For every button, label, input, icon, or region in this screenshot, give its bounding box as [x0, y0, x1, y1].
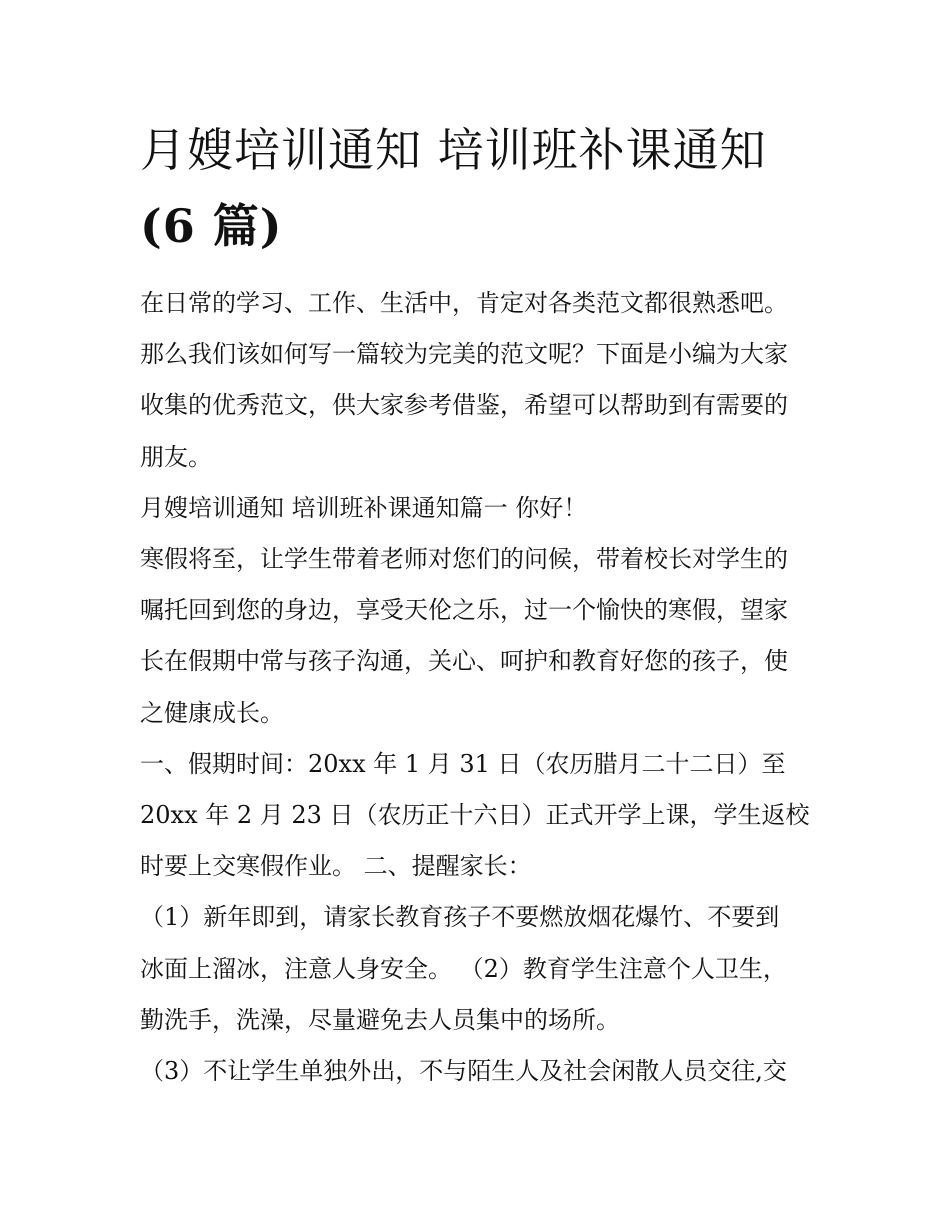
section-heading-line: 月嫂培训通知 培训班补课通知篇一 你好！: [140, 493, 588, 522]
body-line: 勤洗手，洗澡，尽量避免去人员集中的场所。: [140, 1005, 620, 1034]
body-line: 在日常的学习、工作、生活中，肯定对各类范文都很熟悉吧。: [140, 289, 788, 317]
body-line: 嘱托回到您的身边，享受天伦之乐，过一个愉快的寒假，望家: [140, 596, 788, 625]
document-body: [140, 278, 820, 1097]
body-line: 一、假期时间：20xx 年 1 月 31 日（农历腊月二十二日）至: [140, 749, 786, 778]
body-line: 20xx 年 2 月 23 日（农历正十六日）正式开学上课，学生返校: [140, 801, 810, 830]
title-line-1: 月嫂培训通知 培训班补课通知: [140, 123, 767, 177]
title-line-2: (6 篇): [140, 199, 283, 253]
body-line: 寒假将至，让学生带着老师对您们的问候，带着校长对学生的: [140, 545, 788, 574]
body-line: 朋友。: [140, 442, 212, 471]
body-line: 冰面上溜冰，注意人身安全。 （2）教育学生注意个人卫生，: [140, 954, 787, 983]
body-line: 长在假期中常与孩子沟通，关心、呵护和教育好您的孩子，使: [140, 647, 788, 676]
document-title: [140, 112, 820, 264]
body-line: （3）不让学生单独外出，不与陌生人及社会闲散人员交往,交: [140, 1057, 787, 1086]
body-line: 时要上交寒假作业。 二、提醒家长：: [140, 852, 532, 881]
body-line: 之健康成长。: [140, 698, 284, 727]
body-line: （1）新年即到，请家长教育孩子不要燃放烟花爆竹、不要到: [140, 903, 780, 932]
body-line: 那么我们该如何写一篇较为完美的范文呢？下面是小编为大家: [140, 340, 788, 369]
body-line: 收集的优秀范文，供大家参考借鉴，希望可以帮助到有需要的: [140, 391, 788, 420]
document-content: [140, 112, 820, 1097]
